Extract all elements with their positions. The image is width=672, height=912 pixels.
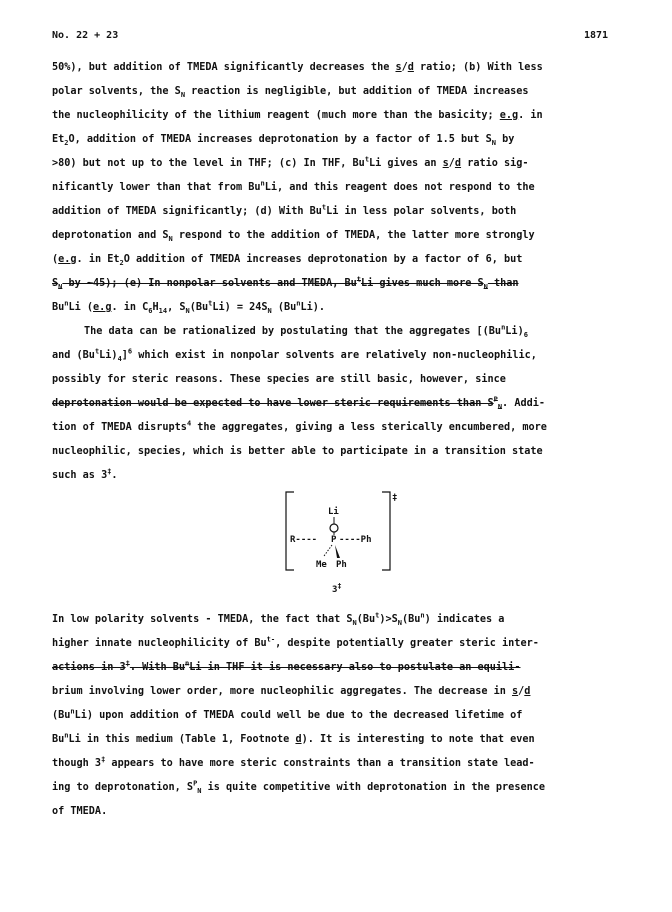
text-line: $S_N$ by ~45); (e) In nonpolar solvents and TMEDA, Bu$^t$Li gives much more $S_N$ than	[52, 275, 519, 292]
text-line: such as 3‡.	[52, 467, 118, 481]
transition-state-figure	[52, 488, 612, 608]
transition-state-structure	[282, 488, 432, 608]
text-line: addition of TMEDA significantly; (d) With Bu$^t$Li in less polar solvents, both	[52, 203, 517, 217]
text-line: >80) but not up to the level in THF; (c) In THF, Bu$^t$Li gives an s/d ratio sig-	[52, 155, 529, 169]
text-line: deprotonation would be expected to have lower steric requirements than $S^P_N$. Addi-	[52, 395, 545, 412]
text-line: The data can be rationalized by postulating that the aggregates [$(Bu^nLi)_6$	[84, 323, 528, 340]
text-line: ing to deprotonation, $S^P_N$ is quite competitive with deprotonation in the presence	[52, 779, 545, 796]
text-line: and $(Bu^tLi)_4]^6$ which exist in nonpolar solvents are relatively non-nucleophilic,	[52, 347, 537, 364]
text-line: 50%), but addition of TMEDA significantly decreases the s/d ratio; (b) With less	[52, 62, 543, 73]
atom-p: P	[331, 535, 337, 545]
text-line: Bu$^n$Li in this medium (Table 1, Footnote d). It is interesting to note that even	[52, 731, 535, 745]
text-line: Bu$^n$Li (e.g. in $C_6H_{14}$, $S_N(Bu^tLi) = 24S_N$ (Bu$^n$Li).	[52, 299, 326, 316]
group-r: R----	[290, 535, 318, 545]
ring-glyph	[330, 524, 338, 532]
text-line: nificantly lower than that from Bu$^n$Li, and this reagent does not respond to the	[52, 179, 535, 193]
text-line: polar solvents, the $S_N$ reaction is negligible, but addition of TMEDA increases	[52, 86, 529, 100]
text-line: $Et_2O$, addition of TMEDA increases deprotonation by a factor of 1.5 but $S_N$ by	[52, 134, 515, 148]
text-line: In low polarity solvents - TMEDA, the fact that $S_N(Bu^t)>S_N(Bu^n)$ indicates a	[52, 611, 505, 628]
wedge-p-ph	[335, 545, 340, 558]
text-line: (e.g. in $Et_2O$ addition of TMEDA increases deprotonation by a factor of 6, but	[52, 254, 523, 268]
right-bracket	[382, 492, 390, 570]
text-line: of TMEDA.	[52, 806, 108, 817]
figure-label: 3‡	[332, 582, 342, 595]
page-number: 1871	[584, 30, 609, 41]
text-line: (Bu$^n$Li) upon addition of TMEDA could well be due to the decreased lifetime of	[52, 707, 523, 721]
text-line: the nucleophilicity of the lithium reagent (much more than the basicity; e.g. in	[52, 110, 543, 121]
atom-ph-lower: Ph	[336, 560, 347, 570]
text-line: brium involving lower order, more nucleophilic aggregates. The decrease in s/d	[52, 686, 531, 697]
atom-li: Li	[328, 507, 339, 517]
page-journal-issue: No. 22 + 23	[52, 30, 119, 41]
bond-p-me	[324, 545, 332, 556]
atom-me: Me	[316, 560, 327, 570]
charge-dagger: ‡	[392, 493, 398, 503]
group-ph: ----Ph	[339, 535, 372, 545]
text-line: tion of TMEDA disrupts$^4$ the aggregates, giving a less sterically encumbered, more	[52, 419, 547, 433]
text-line: though 3‡ appears to have more steric constraints than a transition state lead-	[52, 755, 535, 769]
text-line: possibly for steric reasons. These species are still basic, however, since	[52, 374, 506, 385]
text-line: nucleophilic, species, which is better able to participate in a transition state	[52, 446, 543, 457]
text-line: deprotonation and $S_N$ respond to the addition of TMEDA, the latter more strongly	[52, 230, 535, 244]
left-bracket	[286, 492, 294, 570]
article-body	[52, 56, 612, 824]
text-line: actions in 3‡. With Bu$^n$Li in THF it is necessary also to postulate an equili-	[52, 659, 521, 673]
text-line: higher innate nucleophilicity of $Bu^{t-}$, despite potentially greater steric inter-	[52, 635, 539, 649]
